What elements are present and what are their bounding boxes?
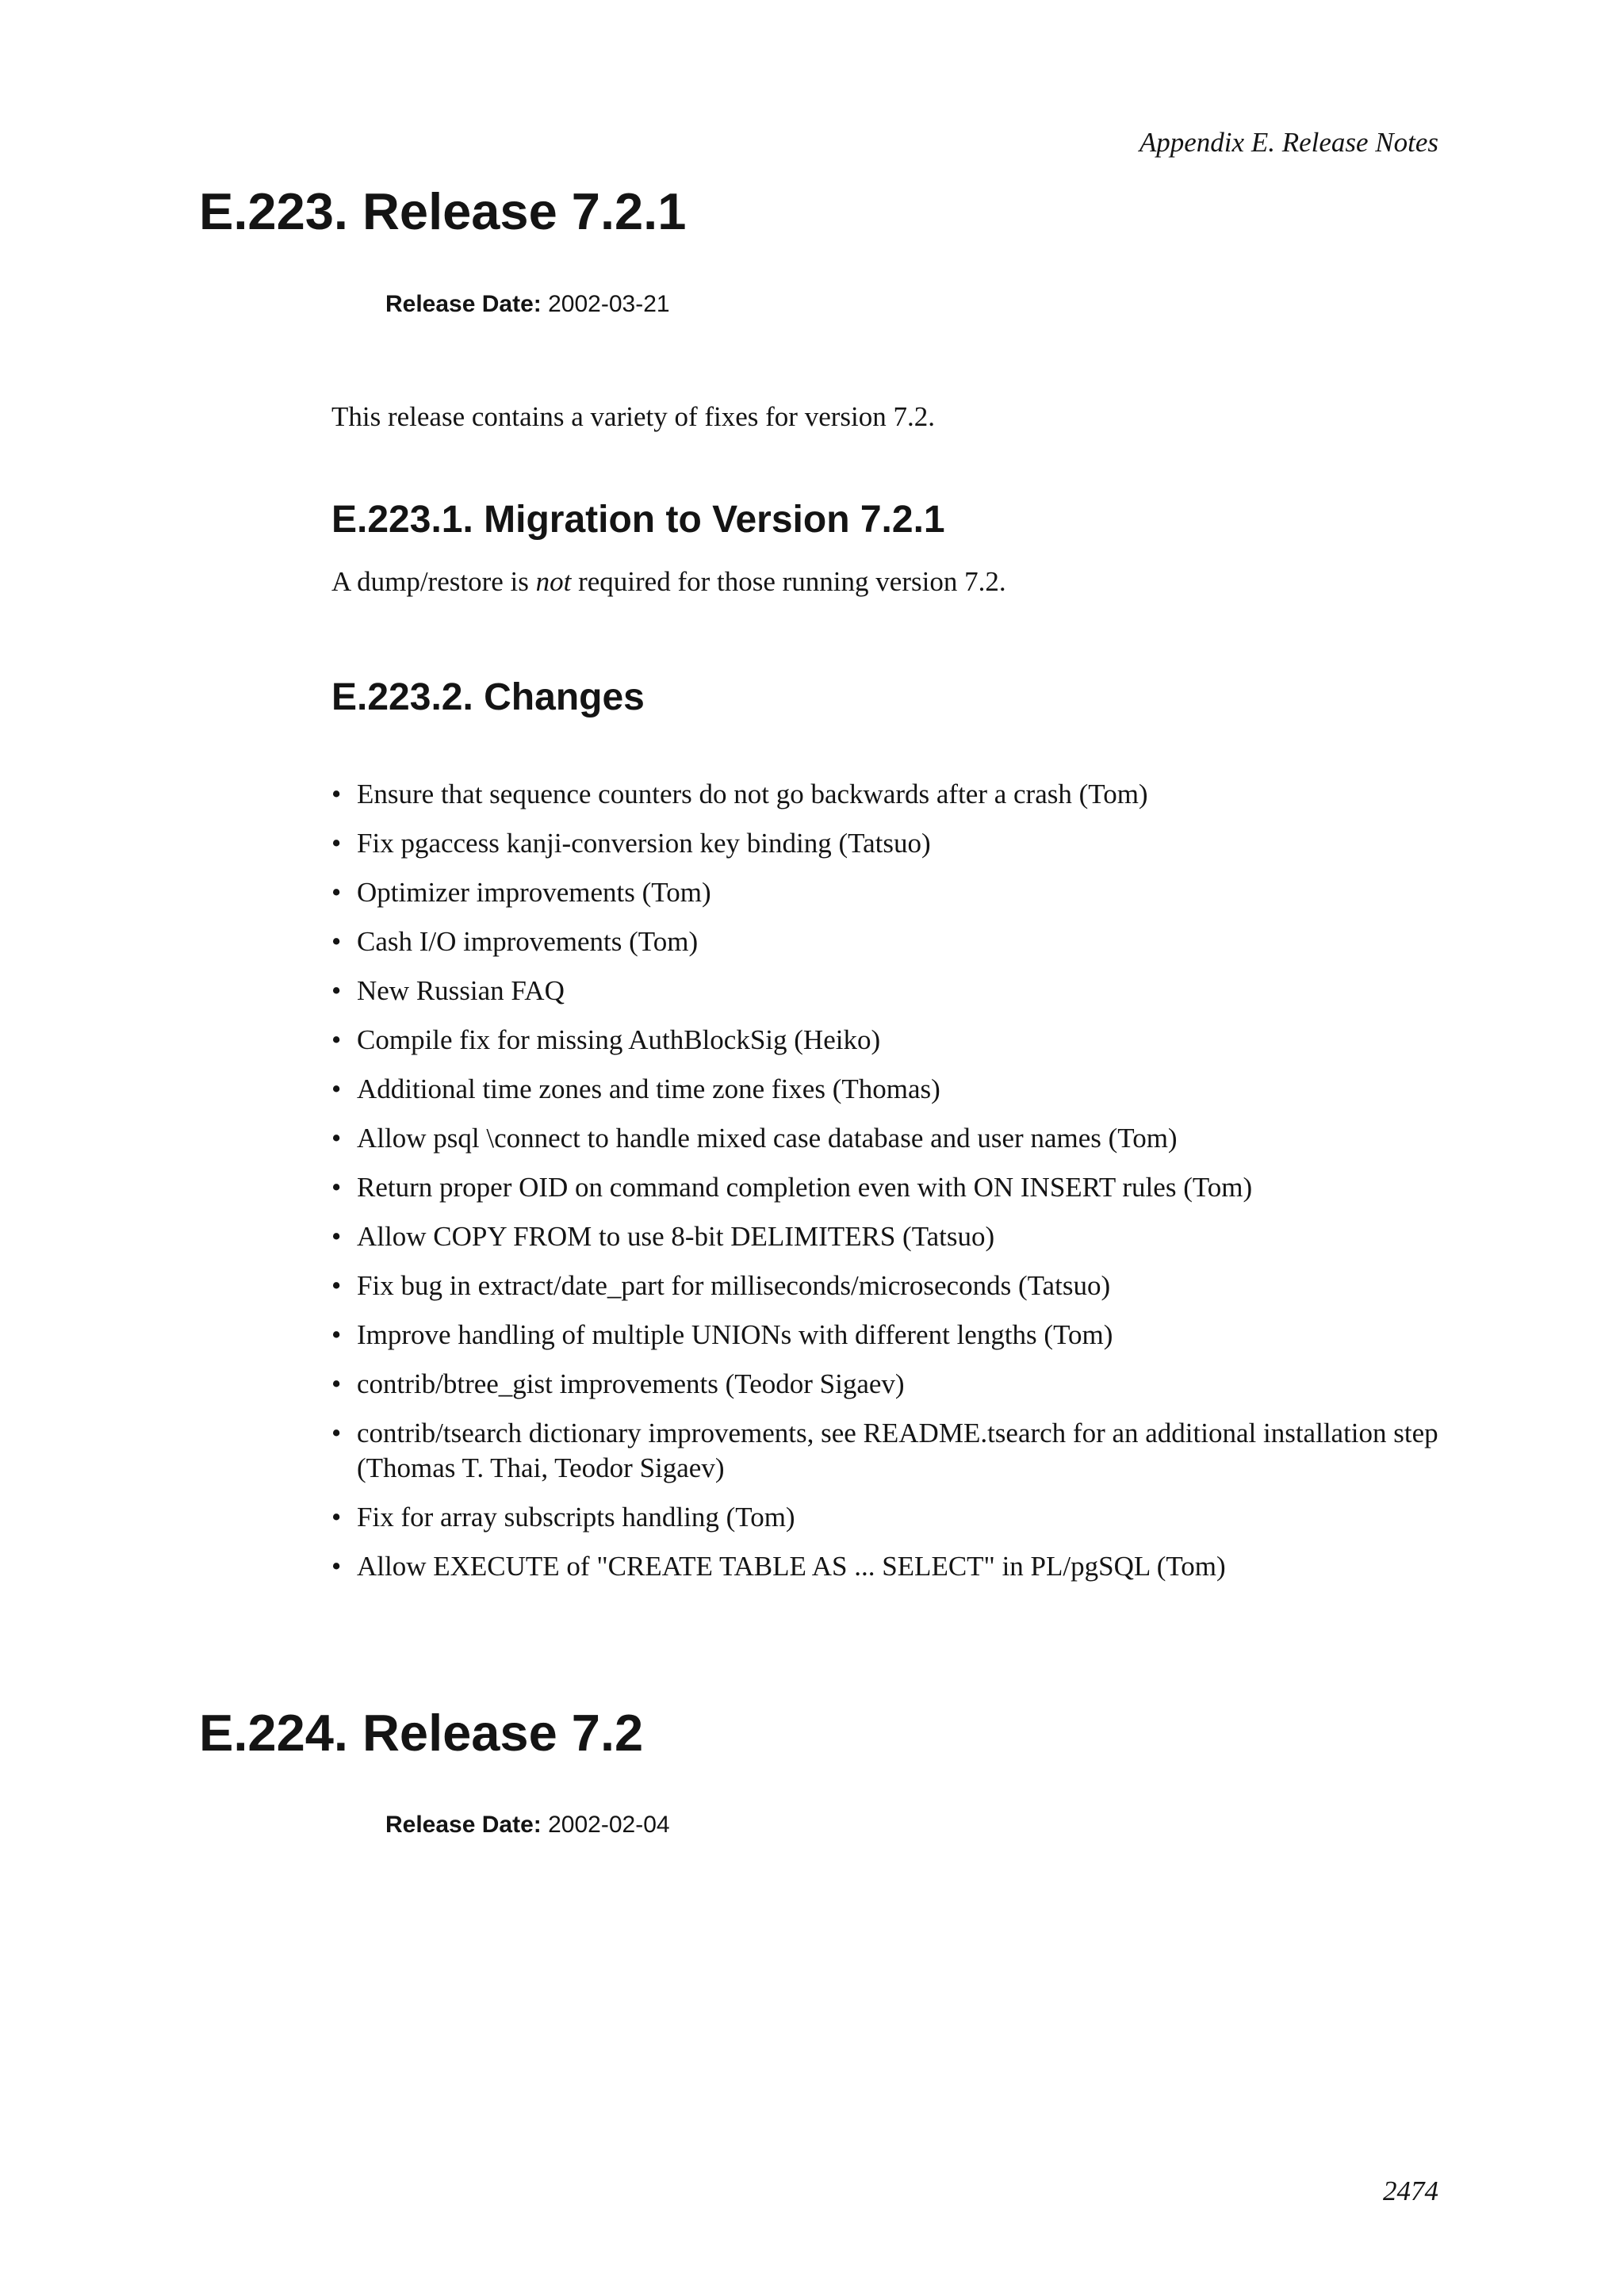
bullet-icon: • [331,926,342,957]
list-item-text: Allow EXECUTE of "CREATE TABLE AS ... SELECT" in PL/pgSQL (Tom) [357,1551,1226,1582]
bullet-icon: • [331,828,342,859]
list-item [331,1500,1442,1535]
list-item [331,1416,1442,1486]
release-date-value: 2002-03-21 [548,291,670,317]
release-721-intro: This release contains a variety of fixes for version 7.2. [331,401,935,432]
page-number: 2474 [1383,2175,1438,2206]
running-header: Appendix E. Release Notes [1139,127,1438,158]
bullet-icon: • [331,1551,342,1582]
list-item-text: contrib/btree_gist improvements (Teodor Sigaev) [357,1368,905,1399]
list-item-text: New Russian FAQ [357,975,565,1006]
list-item-text: Compile fix for missing AuthBlockSig (Heiko) [357,1024,881,1055]
list-item-text: Cash I/O improvements (Tom) [357,926,699,957]
list-item [331,875,1442,910]
migration-title: E.223.1. Migration to Version 7.2.1 [331,499,945,541]
list-item-text: Optimizer improvements (Tom) [357,877,711,908]
list-item [331,1023,1442,1058]
list-item [331,1072,1442,1107]
bullet-icon: • [331,1319,342,1350]
migration-text [331,564,1442,599]
bullet-icon: • [331,1368,342,1399]
bullet-icon: • [331,779,342,809]
bullet-icon: • [331,1270,342,1301]
bullet-icon: • [331,1123,342,1154]
list-item-text: Return proper OID on command completion even with ON INSERT rules (Tom) [357,1172,1253,1203]
bullet-icon: • [331,1418,342,1448]
bullet-icon: • [331,1502,342,1533]
migration-text-after: required for those running version 7.2. [571,566,1006,597]
list-item-text: Fix pgaccess kanji-conversion key binding (Tatsuo) [357,828,931,859]
release-72-date [385,1809,670,1841]
list-item-text: Fix bug in extract/date_part for milliseconds/microseconds (Tatsuo) [357,1270,1111,1301]
bullet-icon: • [331,975,342,1006]
bullet-icon: • [331,1073,342,1104]
list-item [331,1170,1442,1205]
migration-text-before: A dump/restore is [331,566,536,597]
migration-text-emphasis: not [535,566,572,597]
list-item-text: contrib/tsearch dictionary improvements, see README.tsearch for an additional installation step (Thomas T. Thai, Teodor Sigaev) [357,1418,1438,1483]
release-721-title: E.223. Release 7.2.1 [199,182,687,240]
list-item [331,1121,1442,1156]
list-item [331,1549,1442,1584]
list-item [331,1219,1442,1254]
list-item [331,1269,1442,1303]
list-item-text: Additional time zones and time zone fixes (Thomas) [357,1073,940,1104]
list-item [331,826,1442,861]
release-721-date [385,289,670,320]
release-date-label: Release Date: [385,291,542,317]
release-date-label: Release Date: [385,1812,542,1838]
changes-list [331,777,1442,1598]
list-item [331,777,1442,812]
list-item [331,974,1442,1008]
list-item-text: Ensure that sequence counters do not go backwards after a crash (Tom) [357,779,1148,809]
bullet-icon: • [331,1221,342,1252]
release-72-title: E.224. Release 7.2 [199,1704,644,1762]
list-item-text: Allow COPY FROM to use 8-bit DELIMITERS (Tatsuo) [357,1221,995,1252]
changes-title: E.223.2. Changes [331,676,645,718]
bullet-icon: • [331,877,342,908]
list-item-text: Allow psql \connect to handle mixed case database and user names (Tom) [357,1123,1178,1154]
list-item [331,924,1442,959]
bullet-icon: • [331,1172,342,1203]
release-date-value: 2002-02-04 [548,1812,670,1838]
list-item [331,1318,1442,1353]
bullet-icon: • [331,1024,342,1055]
list-item [331,1367,1442,1402]
list-item-text: Improve handling of multiple UNIONs with different lengths (Tom) [357,1319,1113,1350]
list-item-text: Fix for array subscripts handling (Tom) [357,1502,795,1533]
